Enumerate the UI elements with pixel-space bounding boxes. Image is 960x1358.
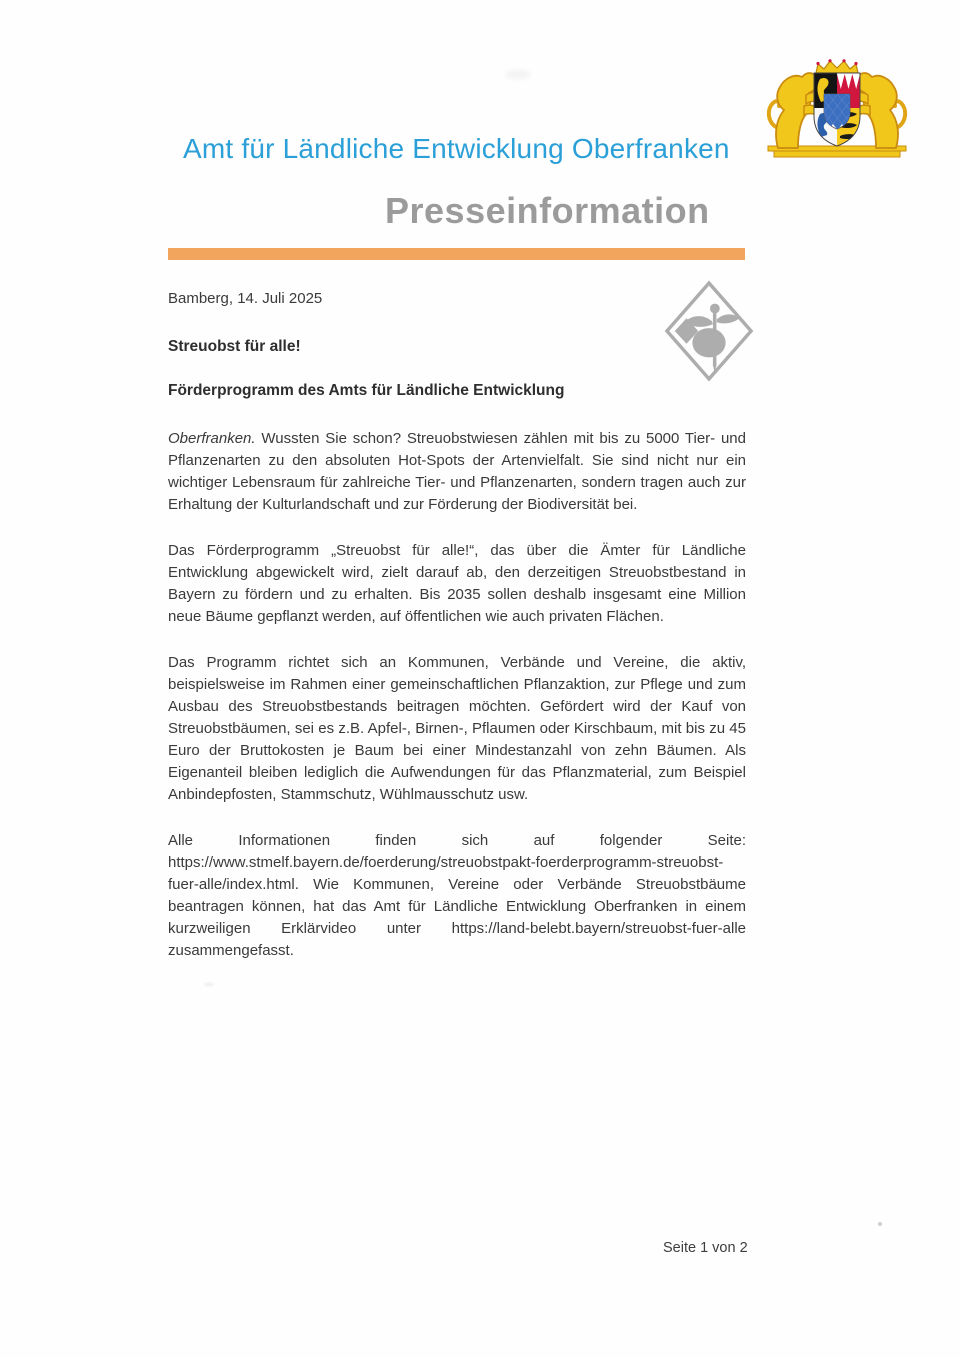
agency-title: Amt für Ländliche Entwicklung Oberfranken [183, 133, 730, 164]
scan-artifact [505, 70, 531, 79]
scan-artifact [878, 1222, 882, 1226]
headline: Streuobst für alle! [168, 338, 301, 355]
body-paragraph-3: Das Programm richtet sich an Kommunen, Verbände und Vereine, die aktiv, beispielsweise im Rahmen einer gemeinschaftlichen Pflanzaktion, zur Pflege und zum Ausbau des Streuobstbestands beitragen möchten. Gefördert wird der Kauf von Streuobstbäumen, sei es z.B. Apfel-, Birnen-, Pflaumen oder Kirschbaum, mit bis zu 45 Euro der Bruttokosten je Baum bei einer Mindestanzahl von zehn Bäumen. Als Eigenanteil bleiben lediglich die Aufwendungen für das Pflanzmaterial, zum Beispiel Anbindepfosten, Stammschutz, Wühlmausschutz usw. [168, 654, 746, 803]
press-release-body [168, 288, 746, 962]
dateline: Bamberg, 14. Juli 2025 [168, 290, 323, 307]
body-paragraph-2: Das Förderprogramm „Streuobst für alle!“, das über die Ämter für Ländliche Entwicklung abgewickelt wird, zielt darauf ab, den derzeitigen Streuobstbestand in Bayern zu fördern und zu erhalten. Bis 2035 sollen deshalb insgesamt eine Million neue Bäume gepflanzt werden, auf öffentlichen wie auch privaten Flächen. [168, 542, 746, 625]
paragraph-text: Wussten Sie schon? Streuobstwiesen zählen mit bis zu 5000 Tier- und Pflanzenarten zu den absoluten Hot-Spots der Artenvielfalt. Sie sind nicht nur ein wichtiger Lebensraum für zahlreiche Tier- und Pflanzenarten, sondern tragen auch zur Erhaltung der Kulturlandschaft und zur Förderung der Biodiversität bei. [168, 430, 746, 513]
paragraph-lead-italic: Oberfranken. [168, 430, 256, 447]
paragraph-text: zusammengefasst. [168, 942, 294, 959]
url-text-stmelf: https://www.stmelf.bayern.de/foerderung/streuobstpakt-foerderprogramm-streuobst-fuer-alle/index.html [168, 854, 724, 893]
document-type-title: Presseinformation [385, 190, 710, 231]
url-text-land-belebt: https://land-belebt.bayern/streuobst-fuer-alle [451, 920, 746, 937]
bavarian-coat-of-arms-icon [762, 58, 912, 163]
accent-bar [168, 248, 745, 260]
scan-artifact [204, 983, 214, 986]
body-paragraph-4 [168, 830, 746, 962]
subheadline: Förderprogramm des Amts für Ländliche Entwicklung [168, 382, 565, 399]
paragraph-text: Alle Informationen finden sich auf folgender Seite: [168, 832, 746, 849]
page-indicator: Seite 1 von 2 [663, 1240, 748, 1256]
paragraph-text: . Wie Kommunen, Vereine oder Verbände Streuobstbäume beantragen können, hat das Amt für Ländliche Entwicklung Oberfranken in einem kurzweiligen Erklärvideo unter [168, 876, 746, 937]
body-paragraph-1 [168, 428, 746, 516]
